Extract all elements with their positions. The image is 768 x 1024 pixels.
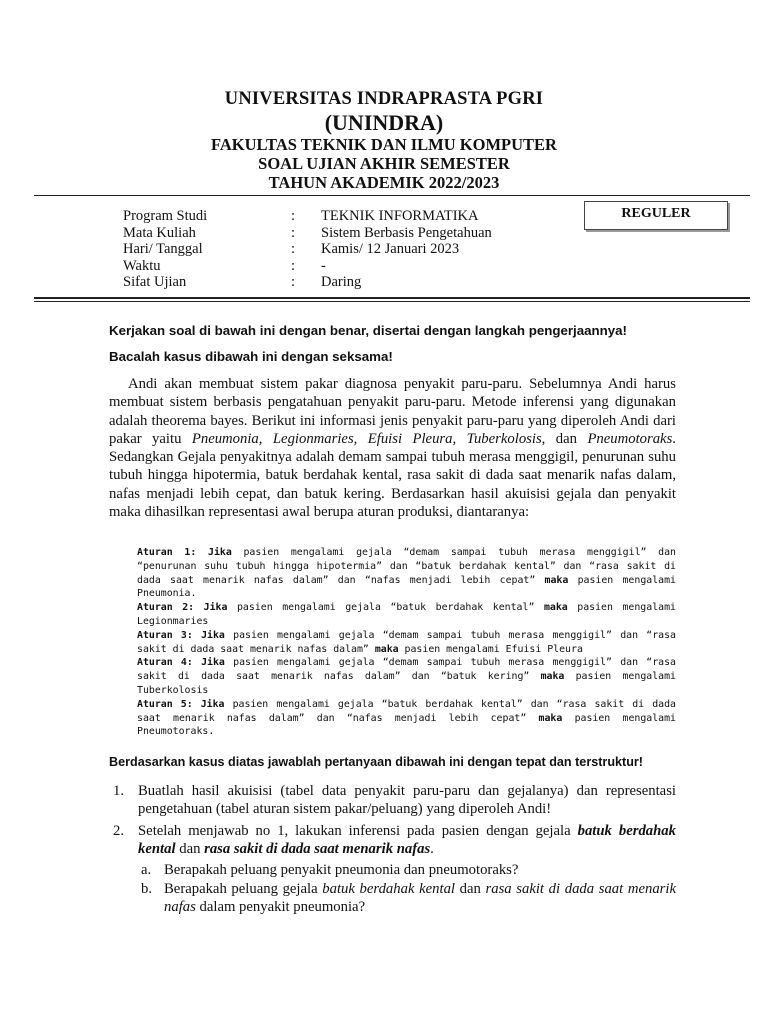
header-divider	[34, 195, 750, 196]
production-rules	[137, 546, 676, 739]
rule-label: Aturan 4:	[137, 657, 193, 669]
rule-condition: pasien mengalami gejala “demam sampai tubuh merasa menggigil” dan “rasa sakit di dada saat menarik nafas dalam” dan “batuk kering”	[137, 657, 677, 683]
sub-question-a: Berapakah peluang penyakit pneumonia dan pneumotoraks?	[164, 862, 519, 878]
qb-symptom-1: batuk berdahak kental	[322, 881, 456, 897]
q2-symptom-2: rasa sakit di dada saat menarik nafas	[204, 841, 431, 858]
rule-condition: pasien mengalami gejala “demam sampai tubuh merasa menggigil” dan “rasa sakit di dada saat menarik nafas dalam”	[137, 629, 677, 655]
info-value-course: Sistem Berbasis Pengetahuan	[321, 224, 492, 241]
rule-then: maka	[538, 712, 563, 724]
info-label-mode: Sifat Ujian	[123, 274, 187, 291]
university-abbreviation: (UNINDRA)	[324, 110, 444, 135]
info-value-time: -	[321, 257, 326, 274]
info-colon: :	[291, 224, 296, 241]
rule-4	[137, 656, 676, 697]
rule-label: Aturan 2:	[137, 602, 195, 614]
case-text-3: . Sedangkan Gejala penyakitnya adalah demam sampai tubuh merasa menggigil, penurunan suhu tubuh hingga hipotermia, batuk berdahak kental, rasa sakit di dada saat menarik nafas dalam, nafas menjadi lebih cepat, dan batuk kering. Berdasarkan hasil akuisisi gejala dan penyakit maka dihasilkan representasi awal berupa aturan produksi, diantaranya:	[109, 430, 676, 521]
q2-symptom-1: batuk berdahak kental	[138, 823, 676, 858]
rule-5	[137, 698, 676, 739]
rule-if: Jika	[203, 602, 228, 614]
info-value-date: Kamis/ 12 Januari 2023	[321, 241, 460, 258]
q2-text: .	[430, 841, 434, 858]
info-divider-thin	[34, 301, 750, 302]
question-1: Buatlah hasil akuisisi (tabel data penyakit paru-paru dan gejalanya) dan representasi pengetahuan (tabel aturan sistem pakar/peluang) yang diperoleh Andi!	[138, 783, 676, 818]
question-2-number: 2.	[113, 823, 125, 839]
rule-condition: pasien mengalami gejala “batuk berdahak kental” dan “rasa sakit di dada saat menarik nafas dalam” dan “nafas menjadi lebih cepat”	[137, 698, 676, 724]
rule-if: Jika	[208, 547, 232, 558]
sub-question-b	[164, 880, 676, 917]
rule-then: maka	[540, 671, 565, 683]
rule-result: pasien mengalami Pneumonia.	[137, 574, 676, 600]
question-2	[138, 822, 676, 859]
rule-result: pasien mengalami Tuberkolosis	[137, 671, 676, 696]
info-value-mode: Daring	[321, 274, 362, 291]
info-label-time: Waktu	[123, 257, 161, 274]
info-label-date: Hari/ Tanggal	[123, 241, 203, 258]
rule-1	[137, 546, 676, 601]
exam-title: SOAL UJIAN AKHIR SEMESTER	[258, 154, 510, 173]
info-colon: :	[291, 274, 296, 291]
questions-heading: Berdasarkan kasus diatas jawablah pertanyaan dibawah ini dengan tepat dan terstruktur!	[109, 755, 643, 769]
question-1-number: 1.	[113, 783, 125, 799]
info-value-program: TEKNIK INFORMATIKA	[321, 208, 479, 224]
class-badge: REGULER	[584, 201, 728, 230]
faculty-name: FAKULTAS TEKNIK DAN ILMU KOMPUTER	[211, 135, 557, 154]
disease-last: Pneumotoraks	[587, 430, 673, 447]
info-colon: :	[291, 241, 296, 258]
rule-3	[137, 629, 676, 657]
q2-text: dan	[175, 841, 205, 858]
info-labels	[123, 208, 207, 291]
university-name: UNIVERSITAS INDRAPRASTA PGRI	[224, 89, 544, 109]
rule-condition: pasien mengalami gejala “batuk berdahak kental”	[227, 602, 544, 614]
instruction-line-2: Bacalah kasus dibawah ini dengan seksama!	[109, 349, 393, 364]
case-text-1: Andi akan membuat sistem pakar diagnosa penyakit paru-paru. Sebelumnya Andi harus membuat sistem berbasis pengatahuan penyakit paru-paru. Metode inferensi yang digunakan adalah theorema bayes. Berikut ini informasi jenis penyakit paru-paru yang diperoleh Andi dari pakar yaitu	[109, 376, 676, 447]
sub-question-a-letter: a.	[141, 862, 152, 878]
rule-condition: pasien mengalami gejala “demam sampai tubuh merasa menggigil” dan “penurunan suhu tubuh hingga hipotermia” dan “batuk berdahak kental” dan “rasa sakit di dada saat menarik nafas dalam” dan “nafas menjadi lebih cepat”	[137, 547, 677, 586]
rule-then: maka	[374, 643, 399, 655]
info-colons	[291, 208, 295, 291]
info-colon: :	[291, 257, 296, 274]
info-label-program: Program Studi	[123, 208, 208, 224]
rule-then: maka	[544, 574, 569, 586]
qb-symptom-2: rasa sakit di dada saat menarik nafas	[164, 881, 676, 916]
info-divider-thick	[34, 297, 750, 299]
rule-if: Jika	[201, 629, 225, 641]
academic-year: TAHUN AKADEMIK 2022/2023	[268, 173, 500, 192]
rule-label: Aturan 5:	[137, 698, 193, 710]
sub-question-b-letter: b.	[141, 881, 153, 897]
rule-label: Aturan 1:	[137, 547, 197, 558]
qb-text: dalam penyakit pneumonia?	[195, 899, 366, 916]
rule-result: pasien mengalami Pneumotoraks.	[137, 712, 676, 738]
info-colon: :	[291, 208, 296, 224]
rule-2	[137, 601, 676, 629]
instruction-line-1: Kerjakan soal di bawah ini dengan benar, disertai dengan langkah pengerjaannya!	[109, 323, 627, 338]
qb-text: dan	[455, 881, 486, 897]
info-label-course: Mata Kuliah	[123, 224, 196, 241]
case-text-2: , dan	[541, 430, 588, 447]
rule-if: Jika	[201, 657, 225, 669]
case-paragraph	[109, 375, 676, 521]
rule-if: Jika	[200, 698, 225, 710]
q2-text: Setelah menjawab no 1, lakukan inferensi pada pasien dengan gejala	[138, 823, 578, 839]
rule-result: pasien mengalami Legionmaries	[137, 602, 676, 627]
info-values	[321, 208, 492, 291]
rule-label: Aturan 3:	[137, 629, 193, 641]
rule-then: maka	[543, 602, 568, 614]
rule-result: pasien mengalami Efuisi Pleura	[398, 643, 583, 655]
disease-list: Pneumonia, Legionmaries, Efuisi Pleura, Tuberkolosis	[191, 430, 542, 447]
qb-text: Berapakah peluang gejala	[164, 881, 323, 897]
